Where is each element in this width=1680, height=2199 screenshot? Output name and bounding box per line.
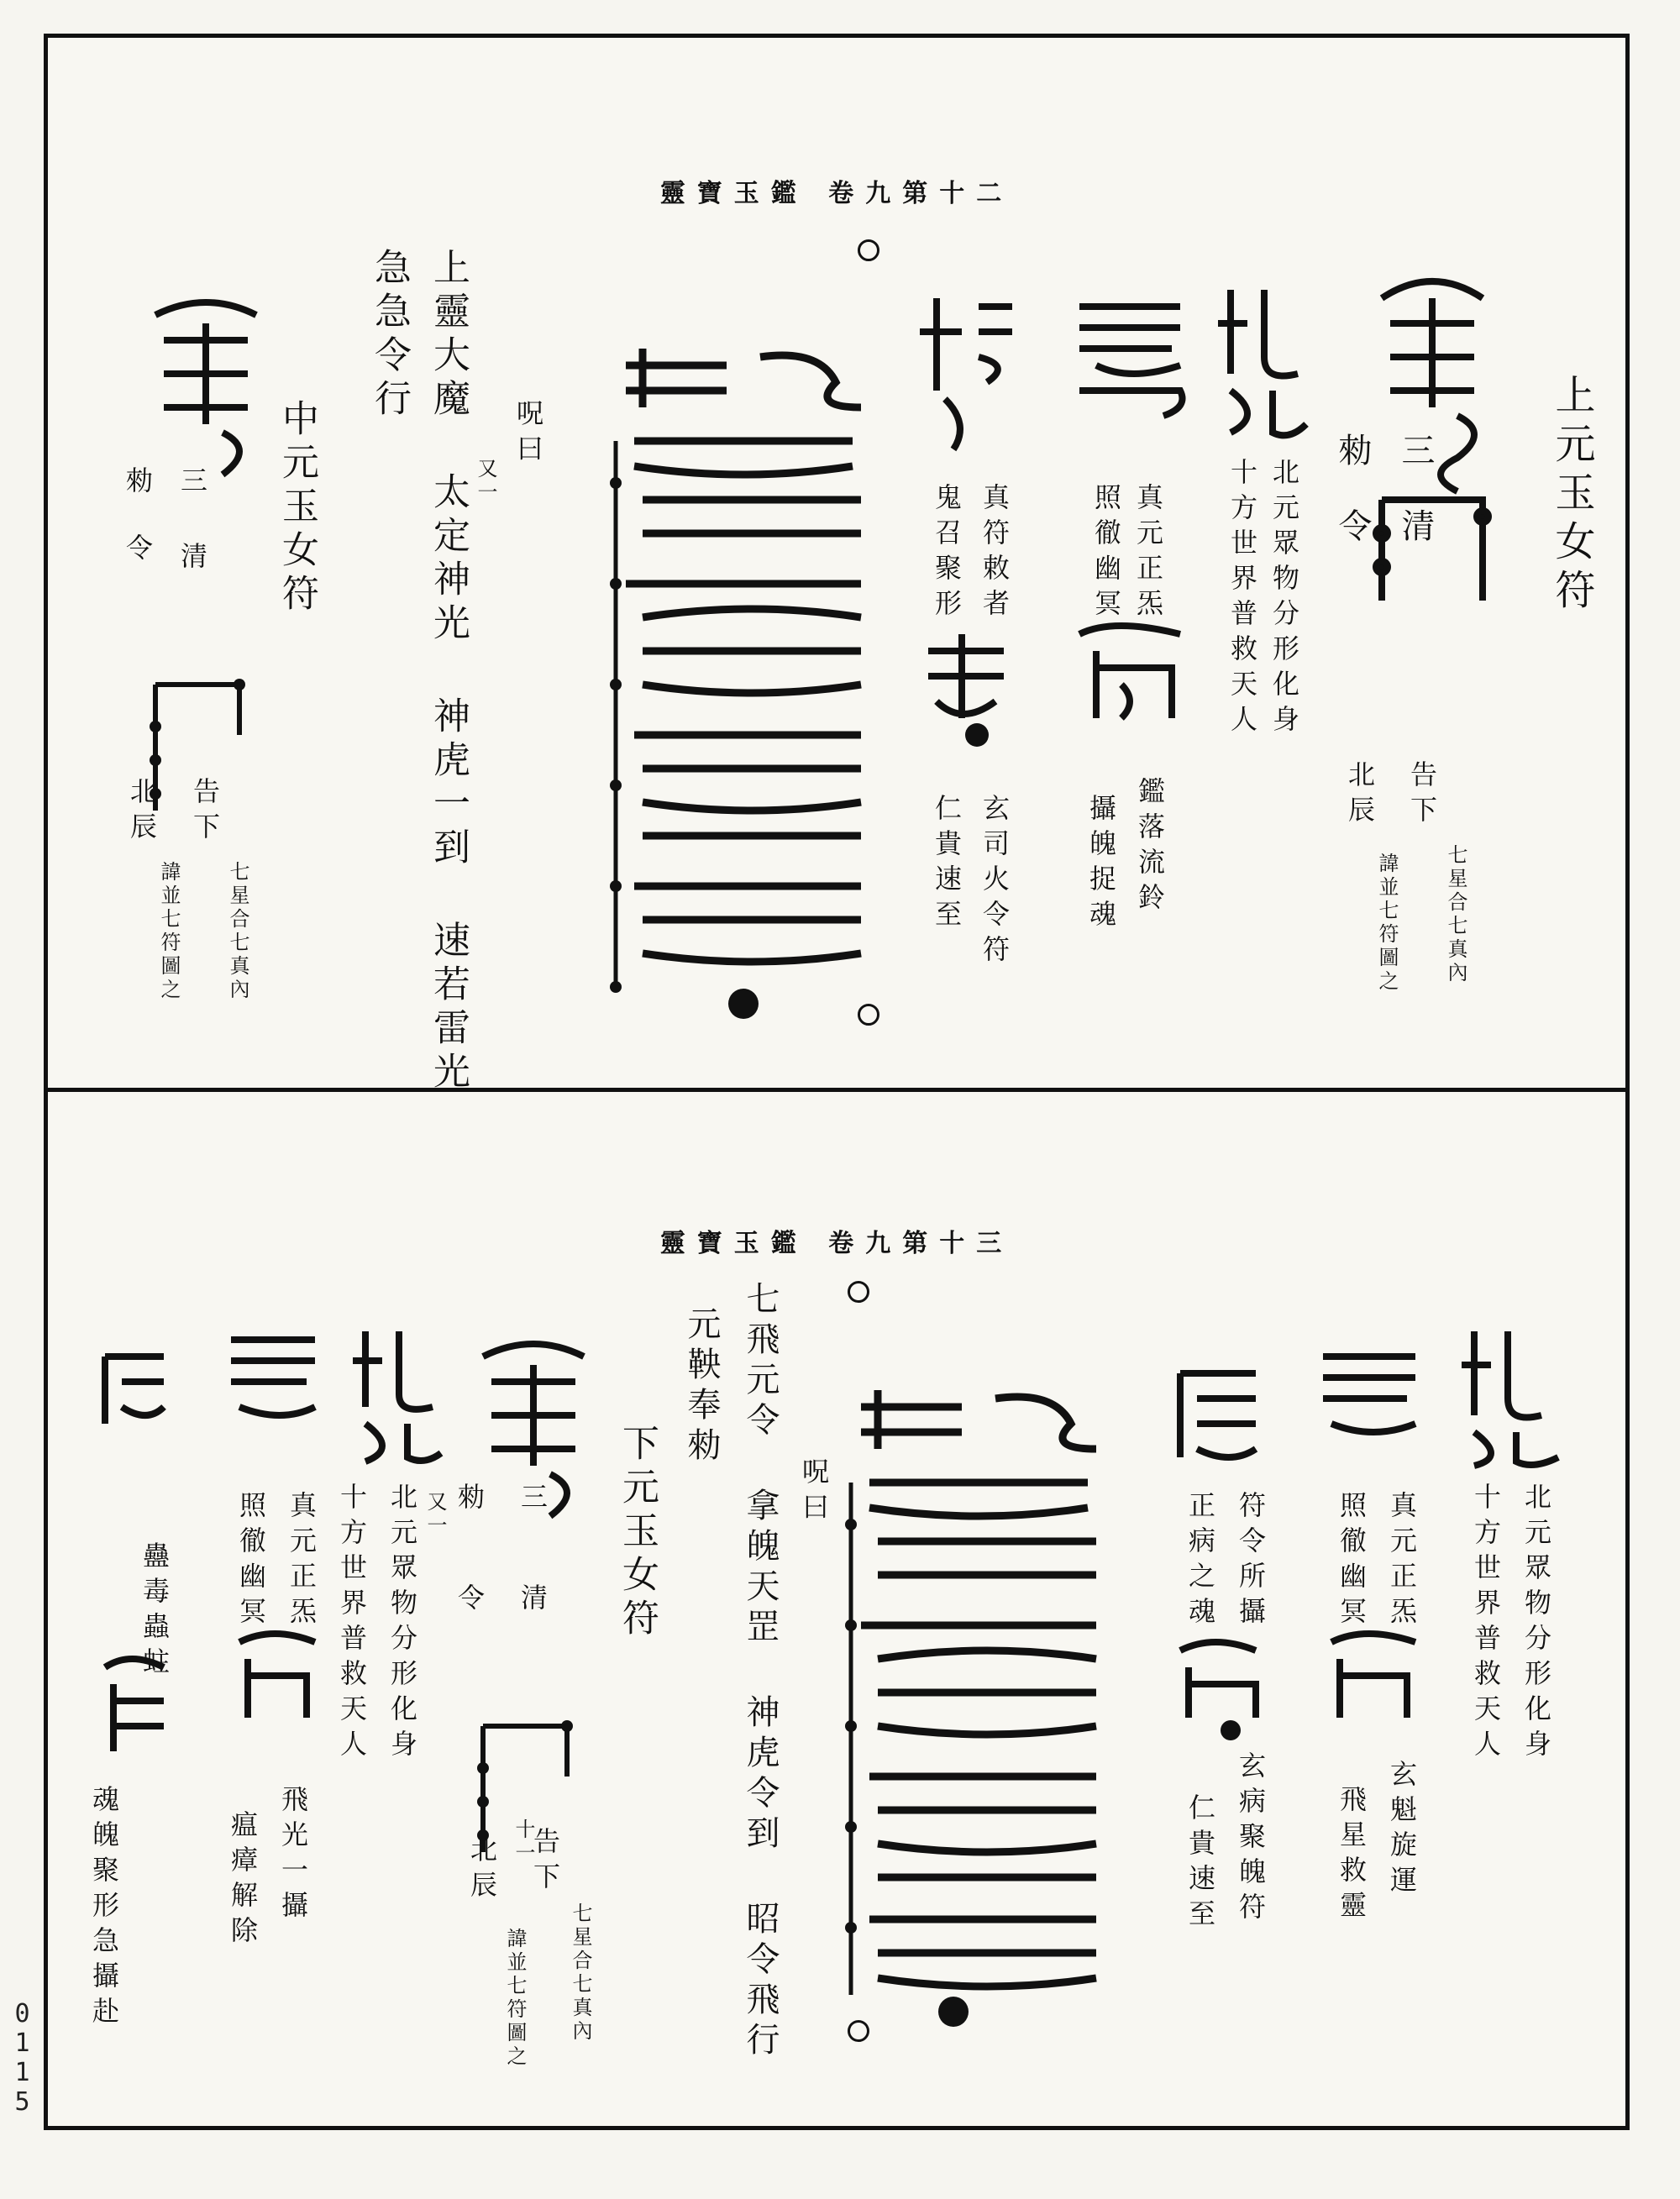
feiguang: 飛光一攝 <box>277 1785 309 1926</box>
gaoxia: 告下 <box>1406 760 1438 831</box>
xuansi: 玄司火令符 <box>979 794 1011 970</box>
xuanbing: 玄病聚魄符 <box>1235 1751 1267 1928</box>
talisman-bei-glyph-b <box>1457 1315 1575 1466</box>
zhenyuan-b: 真元正炁 <box>1386 1491 1418 1632</box>
jiji-lingxing: 急急令行 <box>368 248 411 422</box>
central-talisman-bottom <box>844 1373 1121 2028</box>
beichen2: 北辰 <box>126 777 158 848</box>
shequ: 攝魄捉魂 <box>1085 794 1117 935</box>
beichen: 北辰 <box>1344 760 1376 831</box>
zhaoche: 照徹幽冥 <box>1090 483 1122 624</box>
zhaoche-b: 照徹幽冥 <box>1336 1491 1368 1632</box>
qifei-verse: 七飛元令 拿魄天罡 神虎令到 昭令飛行 <box>741 1281 780 2062</box>
rengui-b: 仁貴速至 <box>1184 1793 1216 1934</box>
page-top <box>48 38 1625 1095</box>
page-header-bottom: 靈寶玉鑑 卷九第十三 <box>659 1229 1014 1258</box>
beichen-note: 諱並七符圖之 <box>1375 853 1399 994</box>
shifang2-b: 十方世界普救天人 <box>336 1483 368 1765</box>
sanqing-a: 三 <box>1396 433 1435 476</box>
title-xiayuan: 下元玉女符 <box>616 1424 659 1642</box>
san-b: 三 <box>517 1483 549 1518</box>
page-divider <box>48 1088 1625 1092</box>
ring-mark <box>858 1004 879 1026</box>
zhenyuan2-b: 真元正炁 <box>286 1491 318 1632</box>
talisman-bei-glyph-b2 <box>349 1315 449 1466</box>
title-zhongyuan: 中元玉女符 <box>276 399 318 617</box>
guizhao: 鬼召聚形 <box>931 483 963 624</box>
zhenfu: 真符敕者 <box>979 483 1011 624</box>
chi2-b: 令 <box>122 533 154 569</box>
gaoxia2-note: 七星合七真內 <box>226 861 249 1002</box>
rengui: 仁貴速至 <box>931 794 963 935</box>
zhengbing: 正病之魂 <box>1184 1491 1216 1632</box>
zhaoche2-b: 照徹幽冥 <box>235 1491 267 1632</box>
page-bottom <box>48 1096 1625 2134</box>
zhouyue: 呪曰 <box>512 399 544 470</box>
talisman-bei-glyph <box>1214 273 1323 441</box>
fuling: 符令所攝 <box>1235 1491 1267 1632</box>
qing-b: 清 <box>517 1583 549 1619</box>
shifang-b: 十方世界普救天人 <box>1470 1483 1502 1765</box>
central-talisman-top <box>609 332 886 1021</box>
gaoxia-note-b: 七星合七真內 <box>569 1902 592 2044</box>
chi-a: 勑 <box>1333 433 1372 476</box>
ring-mark <box>858 239 879 261</box>
zhouyue-b: 呪曰 <box>798 1457 830 1528</box>
gaoxia-note: 七星合七真內 <box>1444 844 1467 985</box>
guigu: 蠱毒蟲蛀 <box>139 1541 171 1682</box>
sanqing-b: 清 <box>1396 508 1435 552</box>
hunpo: 魂魄聚形急攝赴 <box>88 1785 120 2032</box>
beiyuan: 北元眾物分形化身 <box>1268 458 1300 740</box>
ring-mark <box>848 1281 869 1303</box>
zhenyuan: 真元正炁 <box>1132 483 1164 624</box>
youyi: 又一 <box>474 458 497 505</box>
jiaoluo: 鑑落流鈴 <box>1134 777 1166 918</box>
shifang: 十方世界普救天人 <box>1226 458 1258 740</box>
talisman-glyph-2 <box>1063 281 1197 752</box>
beiyuan2-b: 北元眾物分形化身 <box>386 1483 418 1765</box>
page-frame <box>44 34 1630 2130</box>
xuankui: 玄魁旋運 <box>1386 1760 1418 1901</box>
shangling-verse: 上靈大魔 太定神光 神虎一到 速若雷光 <box>427 248 470 1095</box>
ling-b: 令 <box>454 1583 486 1619</box>
gaoxia-b: 告下 <box>529 1827 561 1897</box>
ring-mark <box>848 2020 869 2042</box>
wenyi: 瘟瘴解除 <box>227 1810 259 1951</box>
chi2-a: 勑 <box>122 466 154 501</box>
page-header-top: 靈寶玉鑑 卷九第十二 <box>659 179 1014 208</box>
youyi-b: 又一 <box>423 1491 447 1538</box>
shiyi: 十一 <box>512 1819 535 1866</box>
page-number: 0115 <box>8 1999 37 2117</box>
yuanye: 元鞅奉勑 <box>682 1306 721 1467</box>
title-shangyuan: 上元玉女符 <box>1548 374 1595 617</box>
feixing: 飛星救靈 <box>1336 1785 1368 1926</box>
beichen2-note: 諱並七符圖之 <box>157 861 181 1002</box>
beiyuan-b: 北元眾物分形化身 <box>1520 1483 1552 1765</box>
beichen-b: 北辰 <box>466 1835 498 1906</box>
sanqing2-a: 三 <box>176 466 208 501</box>
sanqing2-b: 清 <box>176 542 208 577</box>
chi-b: 令 <box>1333 508 1372 552</box>
beichen-note-b: 諱並七符圖之 <box>503 1928 527 2069</box>
gaoxia2: 告下 <box>189 777 221 848</box>
chi-b: 勑 <box>454 1483 486 1518</box>
